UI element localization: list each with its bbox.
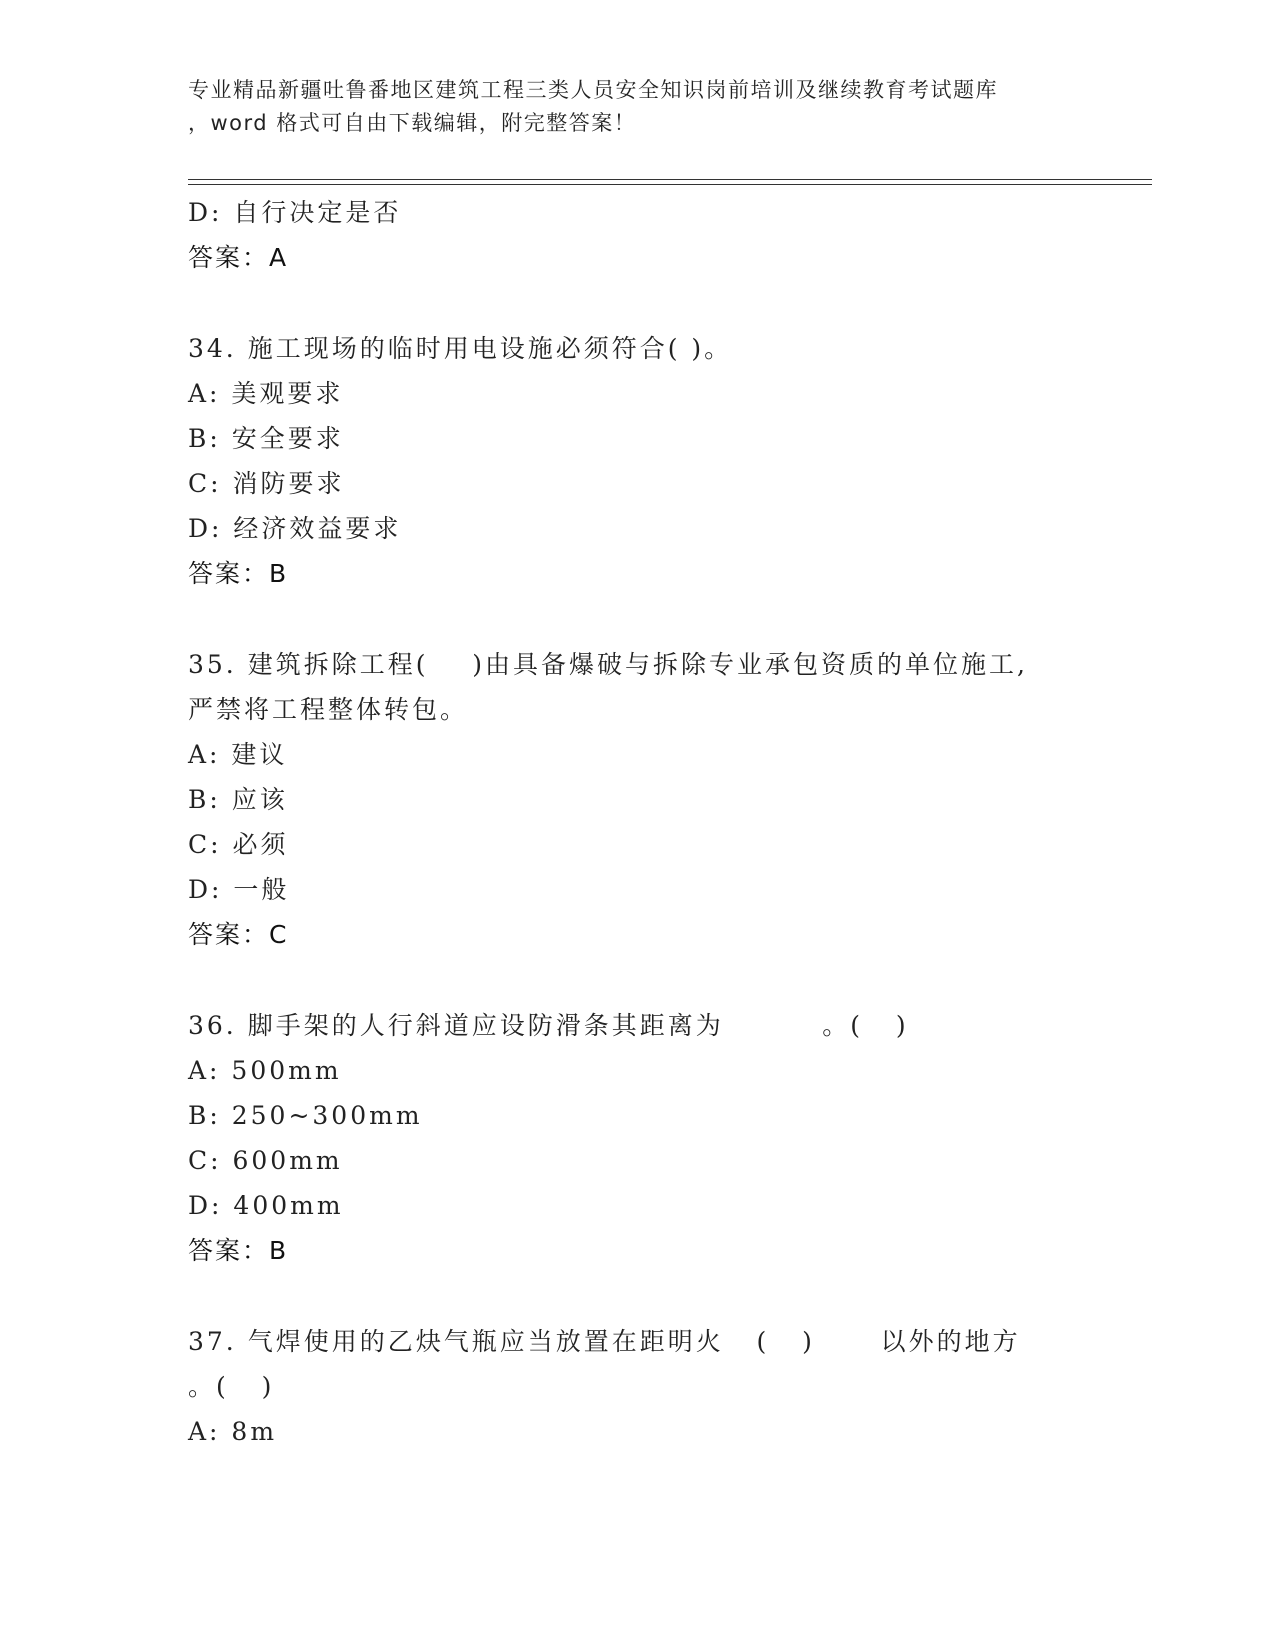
question-34 xyxy=(188,326,1088,597)
question-list xyxy=(188,190,1088,1454)
document-header xyxy=(188,74,1088,140)
question-text-continued: 。( ) xyxy=(188,1372,275,1401)
header-title-line1: 专业精品新疆吐鲁番地区建筑工程三类人员安全知识岗前培训及继续教育考试题库 xyxy=(188,78,998,102)
question-text: 37. 气焊使用的乙炔气瓶应当放置在距明火 ( ) 以外的地方 xyxy=(188,1327,1021,1356)
question-text-continued: 严禁将工程整体转包。 xyxy=(188,695,469,724)
option-d: D: 经济效益要求 xyxy=(188,514,402,543)
question-37 xyxy=(188,1319,1088,1454)
header-title-line2: ，word 格式可自由下载编辑，附完整答案！ xyxy=(188,111,637,135)
option-c: C: 必须 xyxy=(188,830,289,859)
answer-label: 答案：B xyxy=(188,1236,289,1265)
answer-label: 答案：C xyxy=(188,920,289,949)
option-d: D: 一般 xyxy=(188,875,290,904)
answer-label: 答案：A xyxy=(188,243,289,272)
option-d: D: 400mm xyxy=(188,1191,344,1220)
option-a: A: 500mm xyxy=(188,1056,342,1085)
option-c: C: 消防要求 xyxy=(188,469,345,498)
option-b: B: 250~300mm xyxy=(188,1101,423,1130)
option-b: B: 应该 xyxy=(188,785,288,814)
header-divider-bottom xyxy=(188,184,1152,185)
option-d: D: 自行决定是否 xyxy=(188,198,402,227)
question-text: 36. 脚手架的人行斜道应设防滑条其距离为 。( ) xyxy=(188,1011,909,1040)
option-a: A: 8m xyxy=(188,1417,278,1446)
question-text: 34. 施工现场的临时用电设施必须符合( )。 xyxy=(188,334,733,363)
option-b: B: 安全要求 xyxy=(188,424,344,453)
answer-label: 答案：B xyxy=(188,559,289,588)
option-c: C: 600mm xyxy=(188,1146,343,1175)
header-divider-top xyxy=(188,179,1152,180)
option-a: A: 建议 xyxy=(188,740,288,769)
question-35 xyxy=(188,642,1088,958)
option-a: A: 美观要求 xyxy=(188,379,344,408)
question-36 xyxy=(188,1003,1088,1274)
question-text: 35. 建筑拆除工程( )由具备爆破与拆除专业承包资质的单位施工, xyxy=(188,650,1028,679)
